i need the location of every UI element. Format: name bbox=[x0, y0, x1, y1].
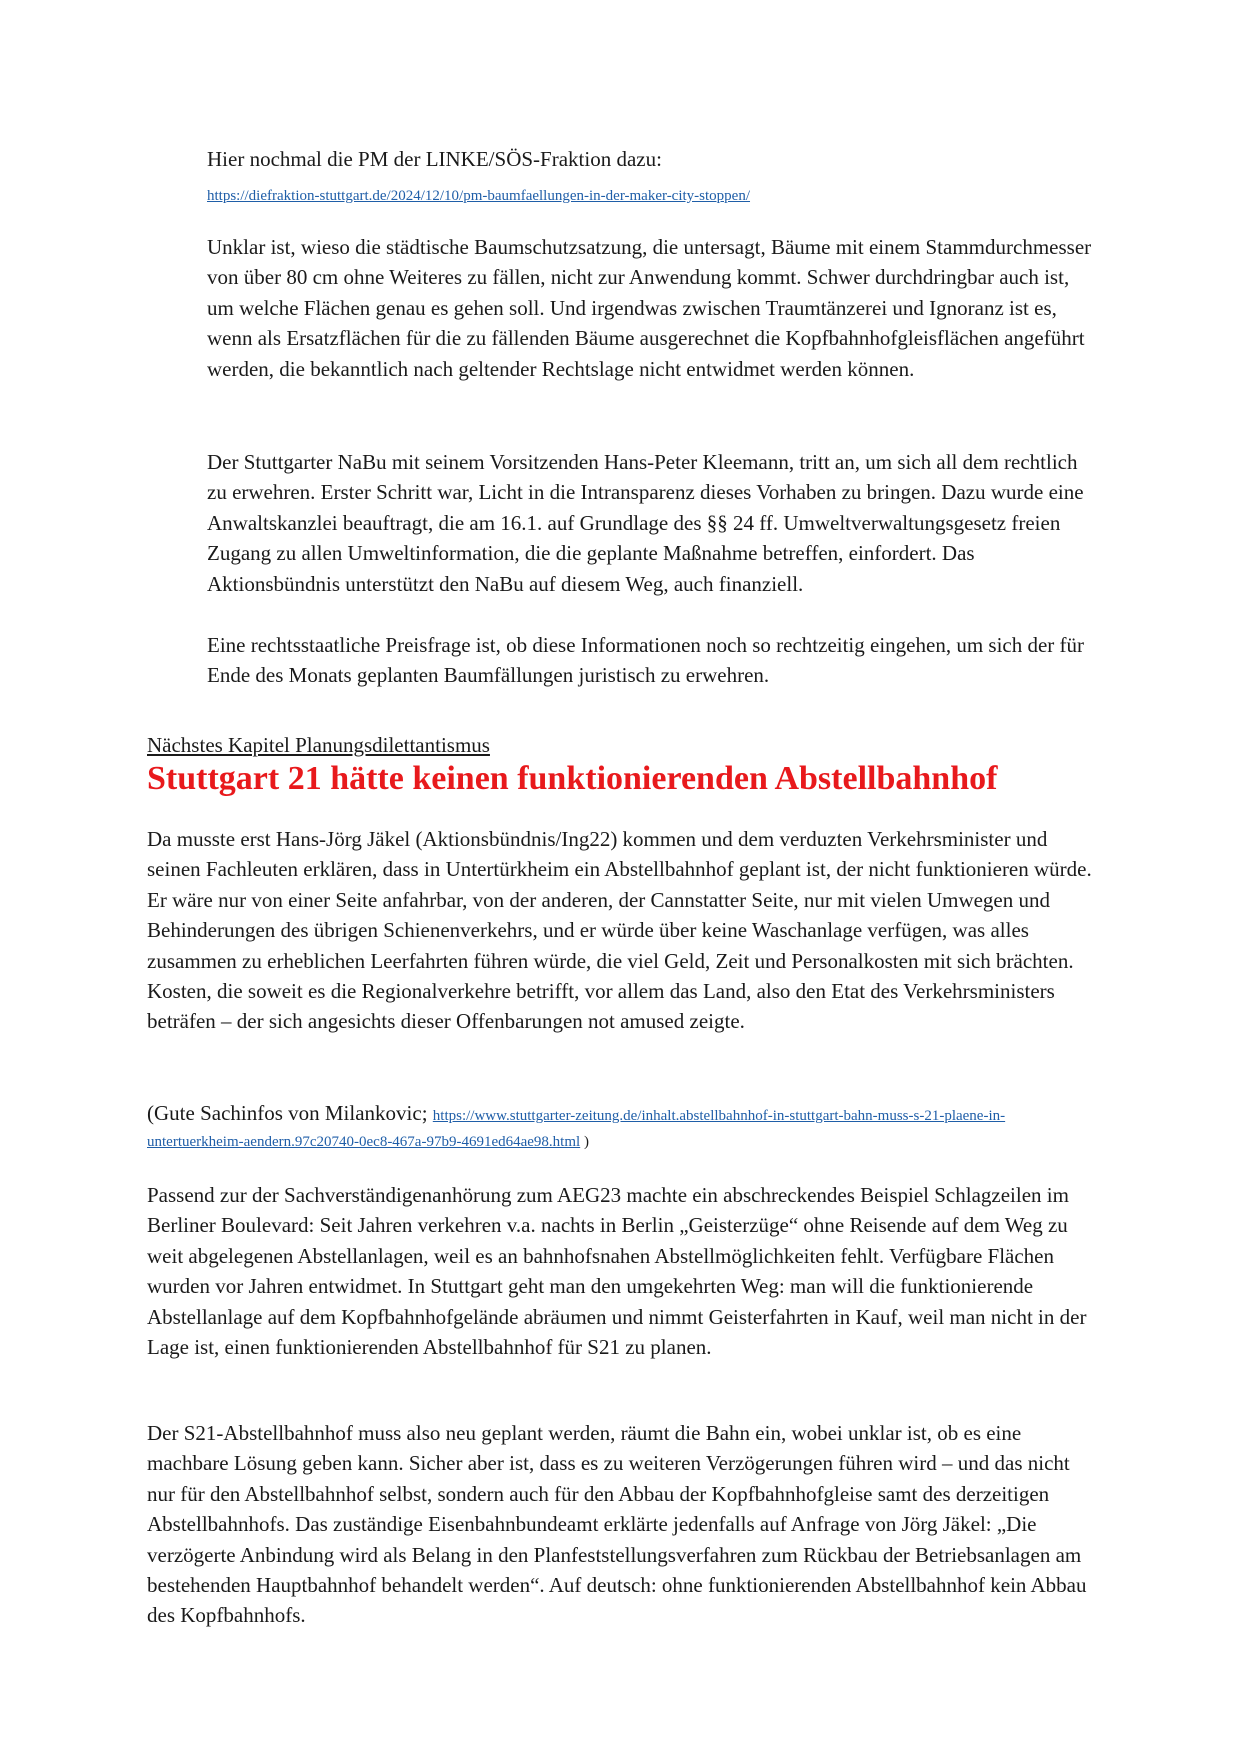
section-kicker: Nächstes Kapitel Planungsdilettantismus bbox=[147, 733, 490, 757]
stuttgarter-zeitung-link[interactable]: https://www.stuttgarter-zeitung.de/inhalt.abstellbahnhof-in-stuttgart-bahn-muss-s-21-plaene-in-untertuerkheim-aendern.97c20740-0ec8-467a-97b9-4691ed64ae98.html bbox=[147, 1108, 1006, 1150]
source-note bbox=[147, 1100, 1097, 1155]
paragraph-neuplanung: Der S21-Abstellbahnhof muss also neu geplant werden, räumt die Bahn ein, wobei unklar ist, ob es eine machbare Lösung geben kann. Sicher aber ist, dass es zu weiteren Verzögerungen führen wird – und das nicht nur für den Abstellbahnhof selbst, sondern auch für den Abbau der Kopfbahnhofgleise samt des derzeitigen Abstellbahnhofs. Das zuständige Eisenbahnbundeamt erklärte jedenfalls auf Anfrage von Jörg Jäkel: „Die verzögerte Anbindung wird als Belang in den Planfeststellungsverfahren zum Rückbau der Betriebsanlagen am bestehenden Hauptbahnhof behandelt werden“. Auf deutsch: ohne funktionierenden Abstellbahnhof kein Abbau des Kopfbahnhofs. bbox=[147, 1421, 1087, 1628]
paragraph-preisfrage: Eine rechtsstaatliche Preisfrage ist, ob diese Informationen noch so rechtzeitig eingehen, um sich der für Ende des Monats geplanten Baumfällungen juristisch zu erwehren. bbox=[207, 633, 1085, 688]
paragraph-berlin: Passend zur der Sachverständigenanhörung zum AEG23 machte ein abschreckendes Beispiel Schlagzeilen im Berliner Boulevard: Seit Jahren verkehren v.a. nachts in Berlin „Geisterzüge“ ohne Reisende auf dem Weg zu weit abgelegenen Abstellanlagen, weil es an bahnhofsnahen Abstellmöglichkeiten fehlt. Verfügbare Flächen wurden vor Jahren entwidmet. In Stuttgart geht man den umgekehrten Weg: man will die funktionierende Abstellanlage auf dem Kopfbahnhofgelände abräumen und nimmt Geisterfahrten in Kauf, weil man nicht in der Lage ist, einen funktionierenden Abstellbahnhof für S21 zu planen. bbox=[147, 1183, 1087, 1360]
source-prefix: (Gute Sachinfos von Milankovic; bbox=[147, 1101, 433, 1125]
source-suffix: ) bbox=[580, 1134, 589, 1150]
paragraph-baumschutz: Unklar ist, wieso die städtische Baumschutzsatzung, die untersagt, Bäume mit einem Stammdurchmesser von über 80 cm ohne Weiteres zu fällen, nicht zur Anwendung kommt. Schwer durchdringbar auch ist, um welche Flächen genau es gehen soll. Und irgendwas zwischen Traumtänzerei und Ignoranz ist es, wenn als Ersatzflächen für die zu fällenden Bäume ausgerechnet die Kopfbahnhofgleisflächen angeführt werden, die bekanntlich nach geltender Rechtslage nicht entwidmet werden können. bbox=[207, 235, 1092, 381]
paragraph-jaekel: Da musste erst Hans-Jörg Jäkel (Aktionsbündnis/Ing22) kommen und dem verduzten Verkehrsminister und seinen Fachleuten erklären, dass in Untertürkheim ein Abstellbahnhof geplant ist, der nicht funktionieren würde. Er wäre nur von einer Seite anfahrbar, von der anderen, der Cannstatter Seite, nur mit vielen Umwegen und Behinderungen des übrigen Schienenverkehrs, und er würde über keine Waschanlage verfügen, was alles zusammen zu erheblichen Leerfahrten führen würde, die viel Geld, Zeit und Personalkosten mit sich brächten. Kosten, die soweit es die Regionalverkehre betrifft, vor allem das Land, also den Etat des Verkehrsministers beträfen – der sich angesichts dieser Offenbarungen not amused zeigte. bbox=[147, 827, 1092, 1034]
intro-link-line bbox=[207, 178, 750, 208]
intro-text: Hier nochmal die PM der LINKE/SÖS-Fraktion dazu: bbox=[207, 147, 662, 171]
section-headline: Stuttgart 21 hätte keinen funktionierenden Abstellbahnhof bbox=[147, 760, 998, 797]
paragraph-nabu: Der Stuttgarter NaBu mit seinem Vorsitzenden Hans-Peter Kleemann, tritt an, um sich all dem rechtlich zu erwehren. Erster Schritt war, Licht in die Intransparenz dieses Vorhaben zu bringen. Dazu wurde eine Anwaltskanzlei beauftragt, die am 16.1. auf Grundlage des §§ 24 ff. Umweltverwaltungsgesetz freien Zugang zu allen Umweltinformation, die die geplante Maßnahme betreffen, einfordert. Das Aktionsbündnis unterstützt den NaBu auf diesem Weg, auch finanziell. bbox=[207, 450, 1084, 596]
pm-link[interactable]: https://diefraktion-stuttgart.de/2024/12/10/pm-baumfaellungen-in-der-maker-city-stoppen/ bbox=[207, 188, 751, 204]
